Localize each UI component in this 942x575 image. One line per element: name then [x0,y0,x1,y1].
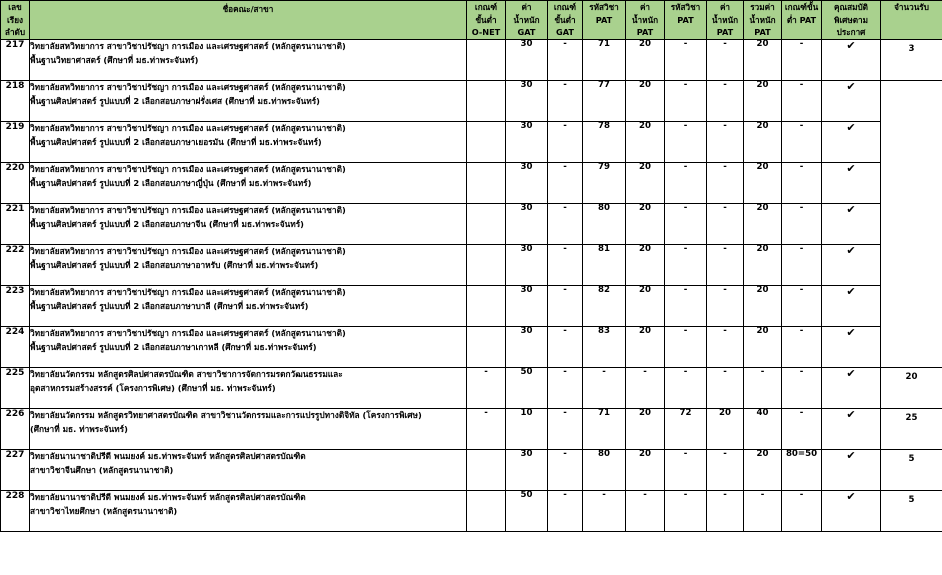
header-pat-weight-2-line-1: ค่า [719,2,731,12]
header-pat-weight-1-line-3: PAT [636,27,654,38]
row-quota: 25 [881,409,942,450]
row-order-number: 223 [1,286,30,327]
row-program-name [30,245,467,286]
row-order-number: 227 [1,450,30,491]
row-pat-weight-total: 20 [744,81,782,122]
checkmark-icon: ✔ [822,81,881,122]
row-pat-min: - [782,163,822,204]
row-pat-code-2: - [665,81,707,122]
row-gat-min: - [548,491,583,532]
row-pat-code-1: 82 [583,286,626,327]
row-quota: 5 [881,450,942,491]
header-pat-min-line-2: ต่ำ PAT [786,14,817,25]
row-pat-min: - [782,81,822,122]
row-gat-weight: 50 [506,491,548,532]
header-gat-weight-line-1: ค่า [521,2,532,12]
row-pat-weight-total: - [744,491,782,532]
row-pat-code-2: - [665,286,707,327]
row-program-name-line: พื้นฐานศิลปศาสตร์ รูปแบบที่ 2 เลือกสอบภาษาเกาหลี (ศึกษาที่ มธ.ท่าพระจันทร์) [30,341,317,352]
row-pat-weight-1: 20 [626,245,665,286]
row-pat-weight-total: 20 [744,286,782,327]
row-pat-weight-total: 20 [744,122,782,163]
row-pat-min: 80=50 [782,450,822,491]
checkmark-icon: ✔ [822,327,881,368]
row-quota: 3 [881,40,942,81]
header-onet-min-line-2: ขั้นต่ำ [475,14,497,25]
header-onet-min-line-3: O-NET [471,27,501,38]
header-pat-weight-2 [707,1,744,40]
row-program-name-line: (ศึกษาที่ มธ. ท่าพระจันทร์) [30,423,128,434]
header-pat-weight-total-line-1: รวมค่า [750,2,775,12]
header-pat-weight-total-line-3: PAT [754,27,771,38]
row-program-name [30,368,467,409]
row-gat-min: - [548,286,583,327]
checkmark-icon: ✔ [822,122,881,163]
row-pat-min: - [782,245,822,286]
table-row [1,81,942,122]
row-pat-code-1: 71 [583,409,626,450]
row-pat-code-2: - [665,327,707,368]
checkmark-icon: ✔ [822,245,881,286]
row-gat-min: - [548,40,583,81]
header-onet-min [467,1,506,40]
row-pat-weight-1: 20 [626,204,665,245]
row-onet-min [467,450,506,491]
row-gat-weight: 30 [506,40,548,81]
row-pat-code-1: 79 [583,163,626,204]
row-pat-code-1: - [583,368,626,409]
row-program-name-line: พื้นฐานศิลปศาสตร์ รูปแบบที่ 2 เลือกสอบภาษาฝรั่งเศส (ศึกษาที่ มธ.ท่าพระจันทร์) [30,95,320,106]
row-program-name [30,163,467,204]
row-gat-min: - [548,245,583,286]
checkmark-icon: ✔ [822,204,881,245]
row-order-number: 224 [1,327,30,368]
row-pat-weight-1: - [626,491,665,532]
row-pat-min: - [782,491,822,532]
header-gat-min-line-2: ขั้นต่ำ [554,14,576,25]
row-gat-min: - [548,163,583,204]
header-qualification [822,1,881,40]
row-program-name-line: วิทยาลัยนานาชาติปรีดี พนมยงค์ มธ.ท่าพระจันทร์ หลักสูตรศิลปศาสตรบัณฑิต [30,451,306,462]
row-pat-weight-2: - [707,163,744,204]
row-pat-weight-2: - [707,327,744,368]
table-body [1,40,942,532]
row-gat-min: - [548,81,583,122]
row-order-number: 220 [1,163,30,204]
row-gat-weight: 30 [506,163,548,204]
row-program-name-line: พื้นฐานศิลปศาสตร์ รูปแบบที่ 2 เลือกสอบภาษาญี่ปุ่น (ศึกษาที่ มธ.ท่าพระจันทร์) [30,177,312,188]
row-program-name-line: พื้นฐานศิลปศาสตร์ รูปแบบที่ 2 เลือกสอบภาษาจีน (ศึกษาที่ มธ.ท่าพระจันทร์) [30,218,304,229]
row-pat-min: - [782,368,822,409]
row-gat-weight: 30 [506,245,548,286]
table-row [1,204,942,245]
row-pat-min: - [782,409,822,450]
row-pat-min: - [782,286,822,327]
header-row [1,1,942,40]
row-gat-weight: 30 [506,327,548,368]
row-order-number: 221 [1,204,30,245]
row-program-name [30,327,467,368]
header-pat-code-1 [583,1,626,40]
table-row [1,368,942,409]
header-gat-weight [506,1,548,40]
row-order-number: 225 [1,368,30,409]
row-pat-code-2: - [665,450,707,491]
row-pat-code-1: 80 [583,450,626,491]
row-pat-code-2: - [665,163,707,204]
row-pat-weight-total: 20 [744,40,782,81]
row-onet-min [467,163,506,204]
row-pat-code-2: - [665,245,707,286]
row-program-name [30,122,467,163]
row-program-name-line: วิทยาลัยสหวิทยาการ สาขาวิชาปรัชญา การเมือง และเศรษฐศาสตร์ (หลักสูตรนานาชาติ) [30,246,346,257]
row-pat-code-1: 83 [583,327,626,368]
row-pat-weight-1: - [626,368,665,409]
row-pat-weight-1: 20 [626,327,665,368]
row-pat-code-2: - [665,491,707,532]
header-order-line-2: เรียง [7,14,23,25]
row-order-number: 218 [1,81,30,122]
header-qualification-line-1: คุณสมบัติ [834,2,868,12]
row-program-name-line: วิทยาลัยสหวิทยาการ สาขาวิชาปรัชญา การเมือง และเศรษฐศาสตร์ (หลักสูตรนานาชาติ) [30,41,346,52]
table-row [1,40,942,81]
row-program-name-line: อุตสาหกรรมสร้างสรรค์ (โครงการพิเศษ) (ศึกษาที่ มธ. ท่าพระจันทร์) [30,382,276,393]
header-pat-code-2-line-2: PAT [677,14,694,25]
row-gat-weight: 30 [506,286,548,327]
header-gat-weight-line-2: น้ำหนัก [513,14,540,25]
row-pat-weight-2: - [707,122,744,163]
row-program-name-line: พื้นฐานศิลปศาสตร์ รูปแบบที่ 2 เลือกสอบภาษาเยอรมัน (ศึกษาที่ มธ.ท่าพระจันทร์) [30,136,322,147]
header-qualification-line-2: พิเศษตาม [833,14,869,25]
row-pat-code-1: 71 [583,40,626,81]
table-row [1,327,942,368]
row-program-name [30,286,467,327]
row-pat-weight-2: - [707,286,744,327]
row-quota: 20 [881,368,942,409]
checkmark-icon: ✔ [822,40,881,81]
header-gat-weight-line-3: GAT [517,27,536,38]
row-gat-weight: 30 [506,122,548,163]
row-pat-weight-2: - [707,40,744,81]
row-order-number: 222 [1,245,30,286]
row-pat-weight-total: - [744,368,782,409]
table-row [1,122,942,163]
header-order [1,1,30,40]
row-pat-code-2: - [665,368,707,409]
row-program-name-line: วิทยาลัยนวัตกรรม หลักสูตรวิทยาศาสตรบัณฑิต สาขาวิชานวัตกรรมและการแปรรูปทางดิจิทัล (โครงการพิเศษ) [30,410,422,421]
row-pat-weight-2: - [707,450,744,491]
row-gat-min: - [548,204,583,245]
row-onet-min: - [467,409,506,450]
header-name-line-1: ชื่อคณะ/สาขา [222,4,274,14]
header-gat-min [548,1,583,40]
row-program-name [30,450,467,491]
header-gat-min-line-3: GAT [555,27,574,38]
row-pat-weight-2: - [707,491,744,532]
header-quota [881,1,942,40]
row-onet-min: - [467,368,506,409]
checkmark-icon: ✔ [822,286,881,327]
row-pat-weight-1: 20 [626,409,665,450]
header-pat-code-2-line-1: รหัสวิชา [670,2,701,12]
row-pat-weight-total: 20 [744,450,782,491]
header-pat-weight-2-line-3: PAT [716,27,734,38]
row-order-number: 228 [1,491,30,532]
table-row [1,245,942,286]
row-pat-weight-2: - [707,245,744,286]
header-gat-min-line-1: เกณฑ์ [553,2,577,12]
row-onet-min [467,491,506,532]
header-pat-weight-1-line-1: ค่า [639,2,651,12]
header-order-line-3: ลำดับ [4,27,26,38]
row-quota [881,81,942,368]
row-program-name [30,81,467,122]
row-pat-code-1: - [583,491,626,532]
checkmark-icon: ✔ [822,409,881,450]
row-order-number: 226 [1,409,30,450]
row-pat-code-1: 78 [583,122,626,163]
header-pat-weight-1-line-2: น้ำหนัก [631,14,659,25]
row-program-name-line: วิทยาลัยสหวิทยาการ สาขาวิชาปรัชญา การเมือง และเศรษฐศาสตร์ (หลักสูตรนานาชาติ) [30,82,346,93]
row-pat-weight-total: 20 [744,204,782,245]
checkmark-icon: ✔ [822,450,881,491]
row-pat-weight-1: 20 [626,122,665,163]
table-row [1,450,942,491]
header-pat-weight-1 [626,1,665,40]
row-onet-min [467,286,506,327]
row-pat-weight-1: 20 [626,81,665,122]
row-program-name-line: วิทยาลัยสหวิทยาการ สาขาวิชาปรัชญา การเมือง และเศรษฐศาสตร์ (หลักสูตรนานาชาติ) [30,123,346,134]
checkmark-icon: ✔ [822,163,881,204]
table-row [1,286,942,327]
row-gat-min: - [548,368,583,409]
row-pat-code-2: 72 [665,409,707,450]
row-program-name-line: สาขาวิชาไทยศึกษา (หลักสูตรนานาชาติ) [30,505,178,516]
table-header [1,1,942,40]
checkmark-icon: ✔ [822,491,881,532]
header-pat-code-1-line-1: รหัสวิชา [589,2,619,12]
row-onet-min [467,81,506,122]
row-pat-weight-2: 20 [707,409,744,450]
row-pat-code-2: - [665,204,707,245]
row-pat-weight-total: 20 [744,327,782,368]
header-pat-min-line-1: เกณฑ์ขั้น [784,2,819,12]
row-gat-min: - [548,450,583,491]
row-pat-weight-1: 20 [626,286,665,327]
row-gat-weight: 30 [506,81,548,122]
row-program-name-line: วิทยาลัยนวัตกรรม หลักสูตรศิลปศาสตรบัณฑิต สาขาวิชาการจัดการมรดกวัฒนธรรมและ [30,369,343,380]
row-program-name [30,491,467,532]
row-pat-min: - [782,204,822,245]
row-pat-weight-1: 20 [626,163,665,204]
row-gat-weight: 50 [506,368,548,409]
row-pat-weight-2: - [707,204,744,245]
row-program-name [30,204,467,245]
header-pat-weight-total-line-2: น้ำหนัก [749,14,776,25]
row-gat-min: - [548,409,583,450]
row-pat-weight-total: 20 [744,245,782,286]
row-order-number: 217 [1,40,30,81]
row-pat-weight-total: 20 [744,163,782,204]
row-gat-min: - [548,122,583,163]
row-onet-min [467,245,506,286]
row-pat-weight-1: 20 [626,450,665,491]
header-order-line-1: เลข [8,2,22,12]
row-program-name-line: พื้นฐานวิทยาศาสตร์ (ศึกษาที่ มธ.ท่าพระจันทร์) [30,54,199,65]
row-gat-weight: 30 [506,204,548,245]
row-gat-weight: 10 [506,409,548,450]
row-onet-min [467,204,506,245]
table-row [1,409,942,450]
row-gat-min: - [548,327,583,368]
row-program-name-line: สาขาวิชาจีนศึกษา (หลักสูตรนานาชาติ) [30,464,174,475]
table-row [1,491,942,532]
header-quota-line-1: จำนวนรับ [894,2,929,12]
header-pat-weight-total [744,1,782,40]
header-qualification-line-3: ประกาศ [836,27,866,38]
header-pat-weight-2-line-2: น้ำหนัก [711,14,739,25]
row-pat-weight-2: - [707,81,744,122]
row-program-name [30,40,467,81]
table-row [1,163,942,204]
row-pat-min: - [782,327,822,368]
row-onet-min [467,122,506,163]
row-gat-weight: 30 [506,450,548,491]
row-pat-weight-total: 40 [744,409,782,450]
header-pat-code-1-line-2: PAT [595,14,613,25]
header-pat-min [782,1,822,40]
row-onet-min [467,40,506,81]
row-pat-code-2: - [665,40,707,81]
row-pat-min: - [782,122,822,163]
row-pat-code-2: - [665,122,707,163]
row-order-number: 219 [1,122,30,163]
row-program-name-line: พื้นฐานศิลปศาสตร์ รูปแบบที่ 2 เลือกสอบภาษาบาลี (ศึกษาที่ มธ.ท่าพระจันทร์) [30,300,309,311]
header-name [30,1,467,40]
row-pat-min: - [782,40,822,81]
row-program-name-line: วิทยาลัยสหวิทยาการ สาขาวิชาปรัชญา การเมือง และเศรษฐศาสตร์ (หลักสูตรนานาชาติ) [30,328,346,339]
row-program-name-line: วิทยาลัยสหวิทยาการ สาขาวิชาปรัชญา การเมือง และเศรษฐศาสตร์ (หลักสูตรนานาชาติ) [30,164,346,175]
row-pat-code-1: 80 [583,204,626,245]
row-pat-code-1: 81 [583,245,626,286]
header-onet-min-line-1: เกณฑ์ [474,2,498,12]
header-pat-code-2 [665,1,707,40]
row-program-name-line: พื้นฐานศิลปศาสตร์ รูปแบบที่ 2 เลือกสอบภาษาอาหรับ (ศึกษาที่ มธ.ท่าพระจันทร์) [30,259,319,270]
row-pat-weight-1: 20 [626,40,665,81]
row-quota: 5 [881,491,942,532]
row-program-name [30,409,467,450]
row-program-name-line: วิทยาลัยสหวิทยาการ สาขาวิชาปรัชญา การเมือง และเศรษฐศาสตร์ (หลักสูตรนานาชาติ) [30,287,346,298]
row-program-name-line: วิทยาลัยสหวิทยาการ สาขาวิชาปรัชญา การเมือง และเศรษฐศาสตร์ (หลักสูตรนานาชาติ) [30,205,346,216]
checkmark-icon: ✔ [822,368,881,409]
row-onet-min [467,327,506,368]
row-pat-weight-2: - [707,368,744,409]
row-program-name-line: วิทยาลัยนานาชาติปรีดี พนมยงค์ มธ.ท่าพระจันทร์ หลักสูตรศิลปศาสตรบัณฑิต [30,492,306,503]
row-pat-code-1: 77 [583,81,626,122]
